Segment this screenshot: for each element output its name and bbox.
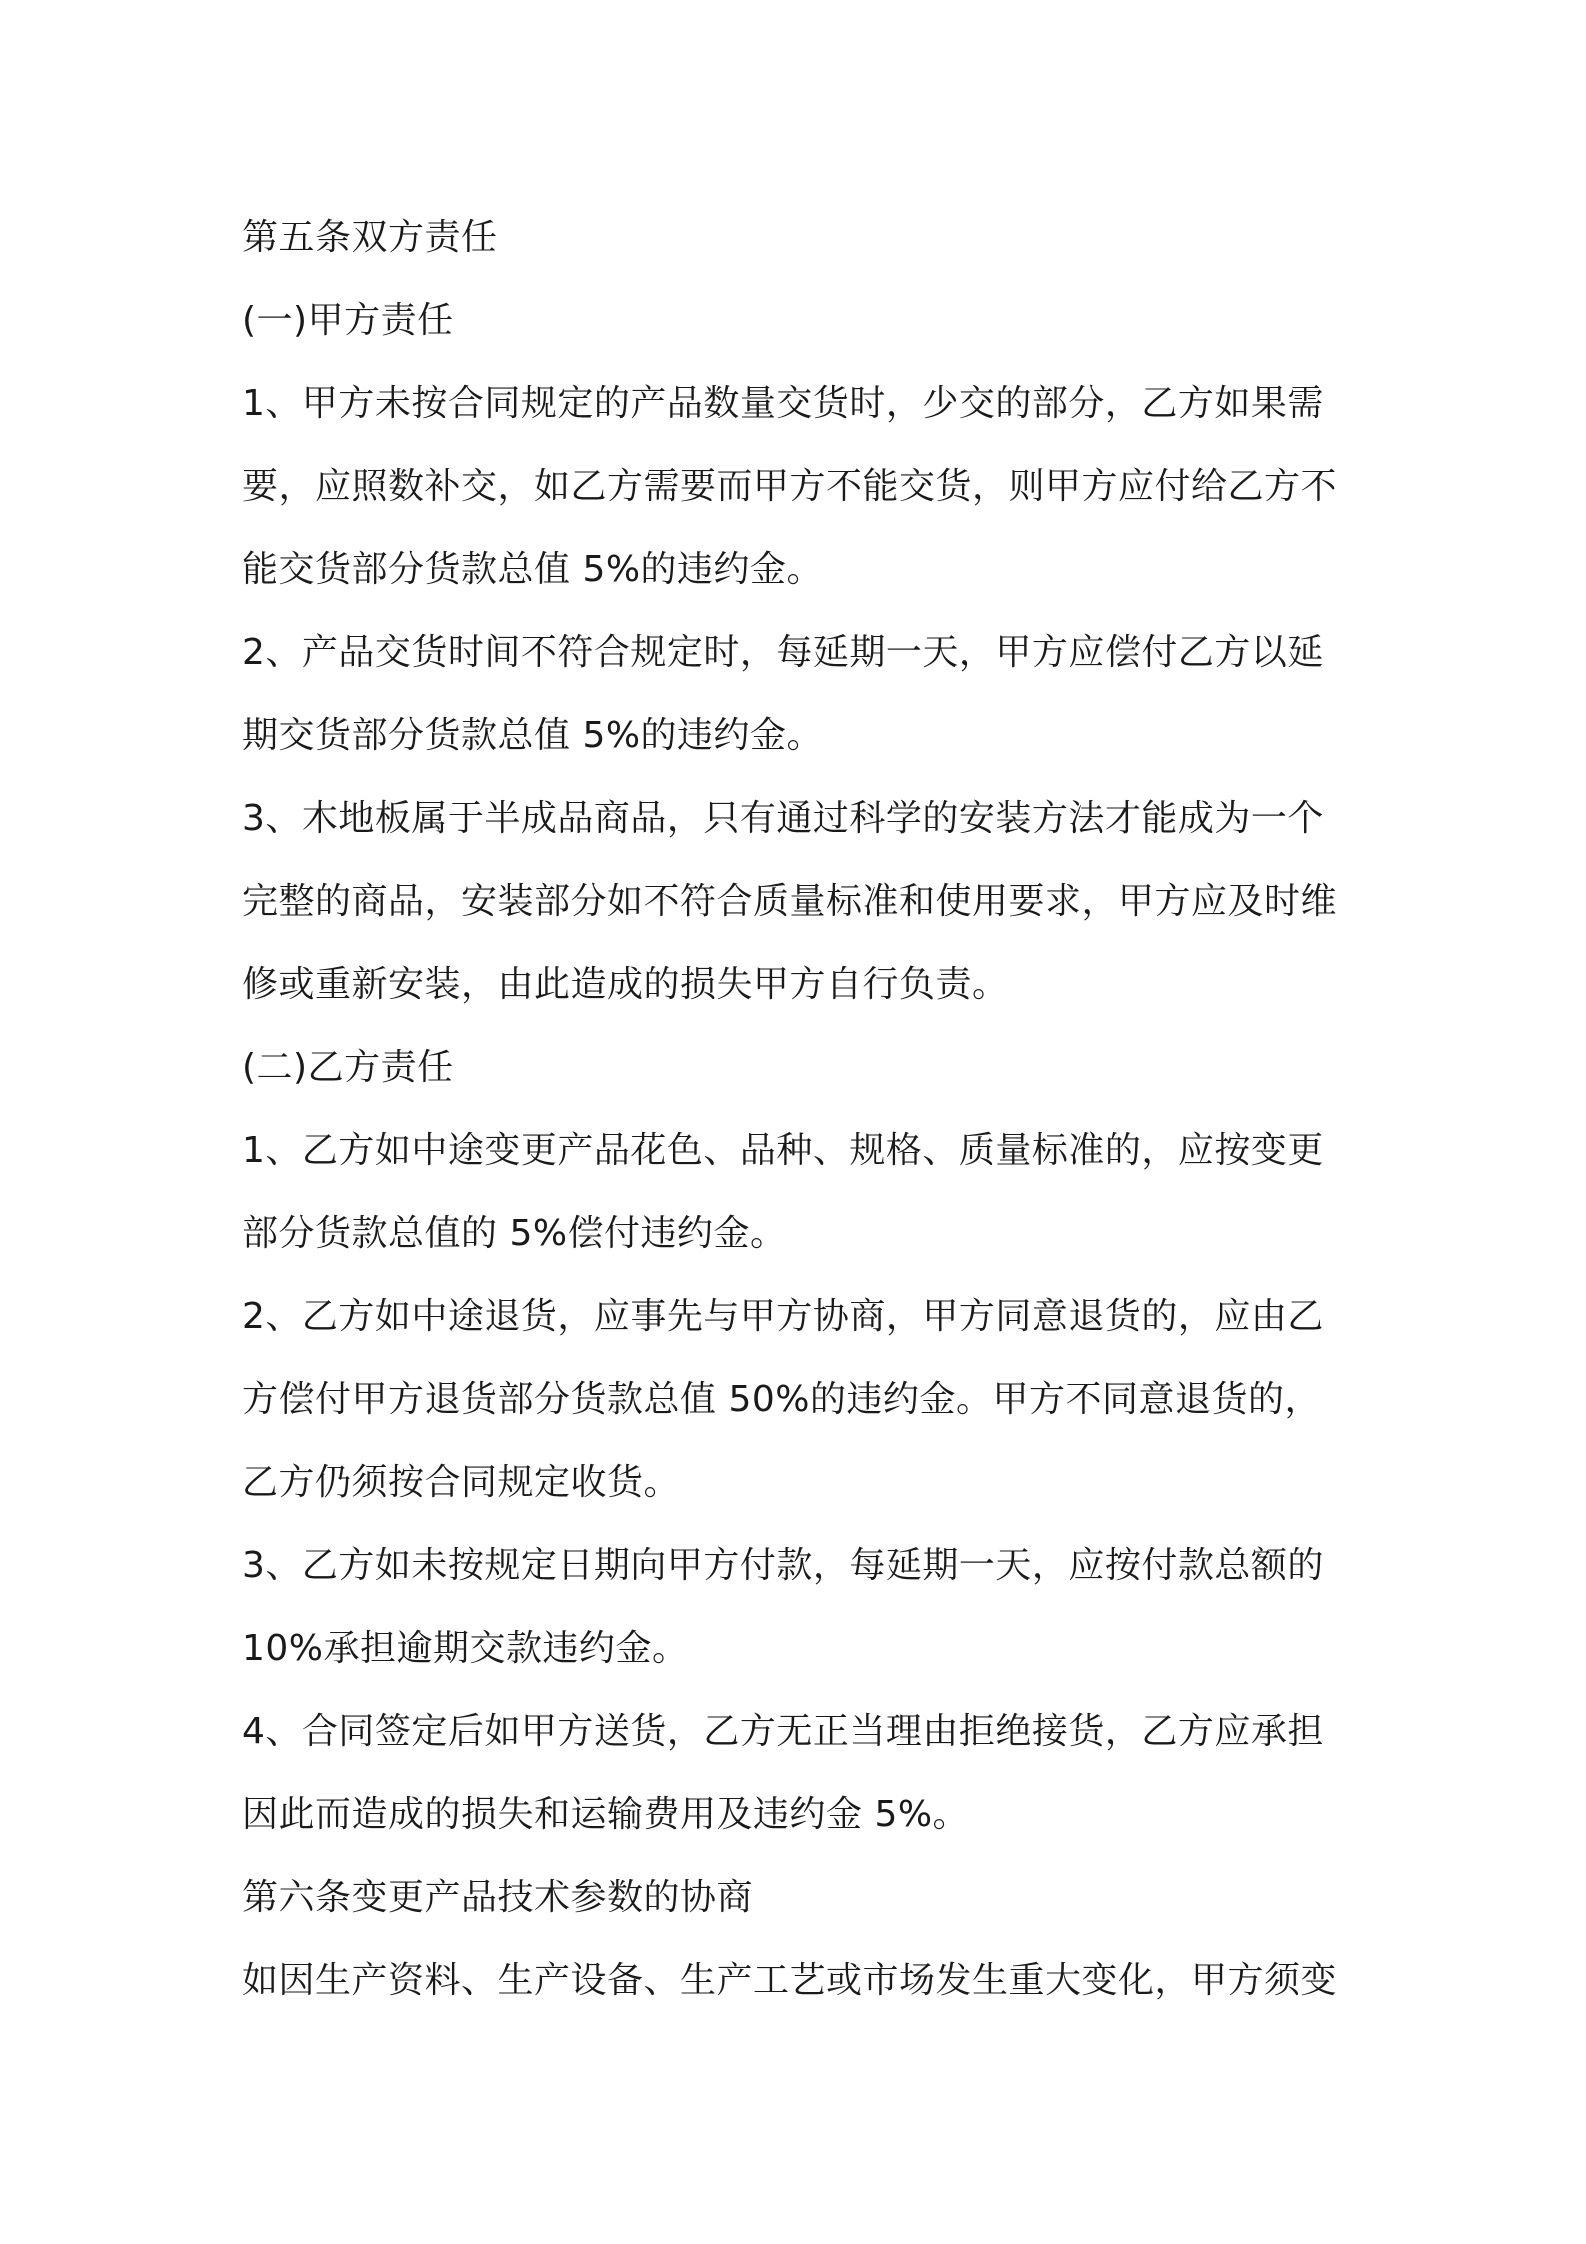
text-line: 3、木地板属于半成品商品，只有通过科学的安装方法才能成为一个 [242,798,1324,839]
text-line: 完整的商品，安装部分如不符合质量标准和使用要求，甲方应及时维 [242,881,1338,922]
party-b-heading: (二)乙方责任 [242,1047,454,1088]
text-line: 乙方仍须按合同规定收货。 [242,1462,681,1503]
text-line: 2、乙方如中途退货，应事先与甲方协商，甲方同意退货的，应由乙 [242,1296,1324,1337]
text-line: 1、乙方如中途变更产品花色、品种、规格、质量标准的，应按变更 [242,1130,1324,1171]
text-line: 部分货款总值的 5%偿付违约金。 [242,1213,787,1254]
text-line: 要，应照数补交，如乙方需要而甲方不能交货，则甲方应付给乙方不 [242,466,1338,507]
text-line: 方偿付甲方退货部分货款总值 50%的违约金。甲方不同意退货的， [242,1379,1321,1420]
text-line: 期交货部分货款总值 5%的违约金。 [242,715,824,756]
document-body [242,196,1358,2022]
party-a-heading: (一)甲方责任 [242,300,454,341]
text-line: 能交货部分货款总值 5%的违约金。 [242,549,824,590]
text-line: 10%承担逾期交款违约金。 [242,1628,689,1669]
text-line: 4、合同签定后如甲方送货，乙方无正当理由拒绝接货，乙方应承担 [242,1711,1324,1752]
article-5-heading: 第五条双方责任 [242,217,498,258]
text-line: 如因生产资料、生产设备、生产工艺或市场发生重大变化，甲方须变 [242,1960,1338,2001]
text-line: 修或重新安装，由此造成的损失甲方自行负责。 [242,964,1009,1005]
text-line: 3、乙方如未按规定日期向甲方付款，每延期一天，应按付款总额的 [242,1545,1324,1586]
text-line: 因此而造成的损失和运输费用及违约金 5%。 [242,1794,970,1835]
article-6-heading: 第六条变更产品技术参数的协商 [242,1877,754,1918]
text-line: 1、甲方未按合同规定的产品数量交货时，少交的部分，乙方如果需 [242,383,1324,424]
text-line: 2、产品交货时间不符合规定时，每延期一天，甲方应偿付乙方以延 [242,632,1324,673]
